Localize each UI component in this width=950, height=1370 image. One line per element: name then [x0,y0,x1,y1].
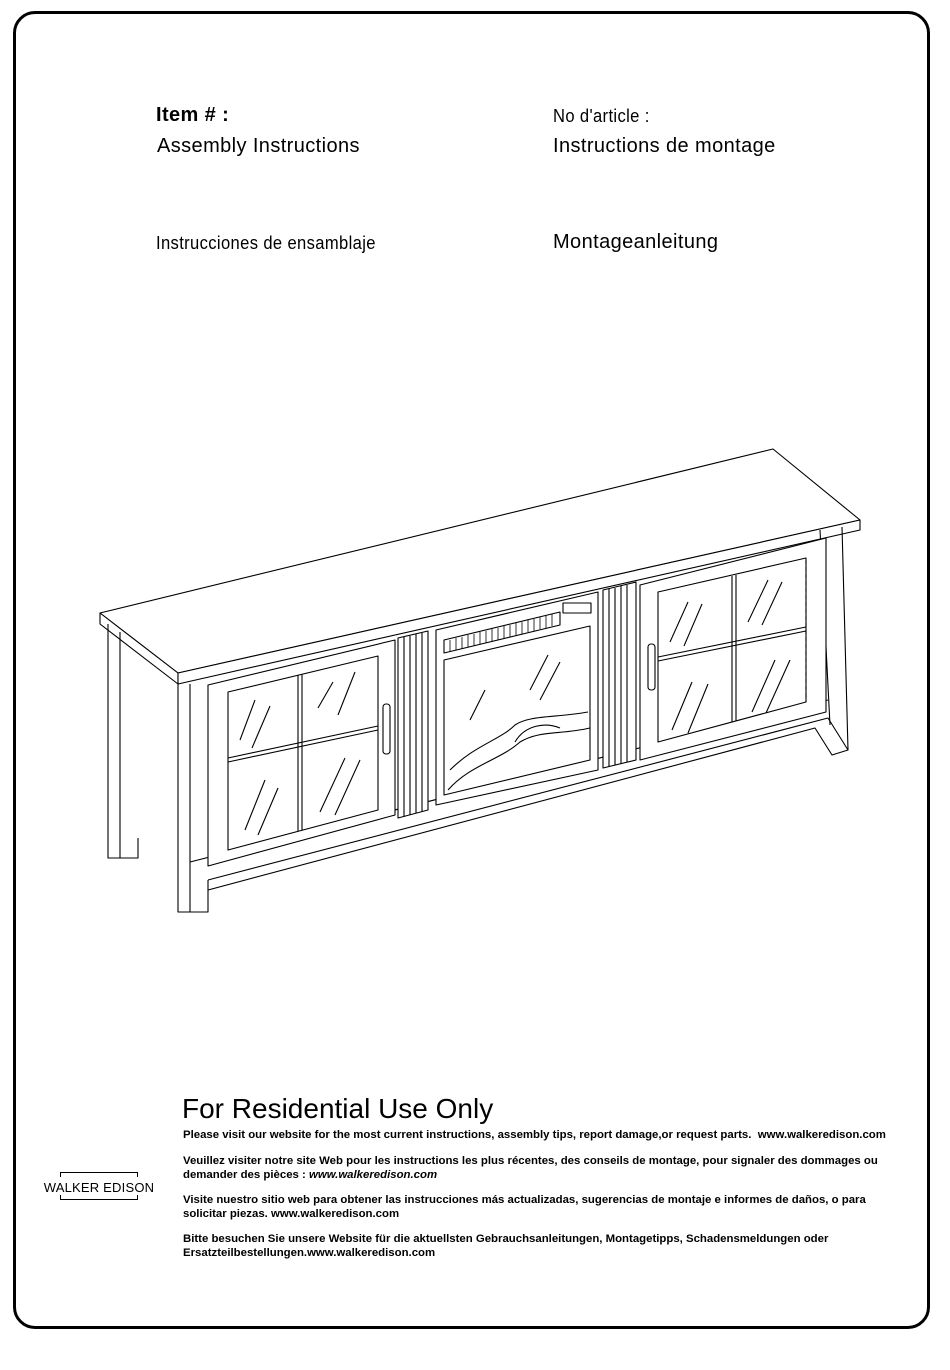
logo-tick-right [137,1172,138,1177]
logo-tick-right-bottom [137,1195,138,1200]
website-note-en-text: Please visit our website for the most current instructions, assembly tips, report damage,or request parts. [183,1129,752,1141]
website-link-fr[interactable]: www.walkeredison.com [309,1169,438,1181]
logo-rule-top [60,1172,138,1173]
website-note-fr [183,1154,911,1182]
assembly-instructions-en: Assembly Instructions [157,135,360,157]
website-note-es-text: Visite nuestro sitio web para obtener las instrucciones más actualizadas, sugerencias de montaje e informes de daños, o para solicitar piezas. [183,1194,866,1220]
assembly-instructions-de: Montageanleitung [553,231,719,253]
residential-use-heading: For Residential Use Only [182,1093,494,1124]
assembly-instructions-es: Instrucciones de ensamblaje [156,233,376,253]
logo-tick-left-bottom [60,1195,61,1200]
website-note-de-text: Bitte besuchen Sie unsere Website für die aktuellsten Gebrauchsanleitungen, Montagetipps, Schadensmeldungen oder Ersatzteilbestellungen. [183,1233,829,1259]
website-note-fr-text: Veuillez visiter notre site Web pour les instructions les plus récentes, des conseils de montage, pour signaler des dommages ou demander des pièces : [183,1155,878,1181]
logo-wordmark: WALKER EDISON [43,1180,155,1195]
website-note-de [183,1232,911,1260]
item-number-label-fr: No d'article : [553,106,650,126]
assembly-instructions-fr: Instructions de montage [553,135,776,157]
logo-rule-bottom [60,1199,138,1200]
item-number-label: Item # : [156,104,230,126]
website-link-de[interactable]: www.walkeredison.com [307,1247,436,1259]
website-note-en [183,1128,911,1142]
website-link-es[interactable]: www.walkeredison.com [271,1208,400,1220]
tv-stand-fireplace-illustration [95,445,865,920]
website-note-es [183,1193,911,1221]
website-link-en[interactable]: www.walkeredison.com [757,1129,886,1141]
logo-tick-left [60,1172,61,1177]
walker-edison-logo [40,1170,158,1202]
